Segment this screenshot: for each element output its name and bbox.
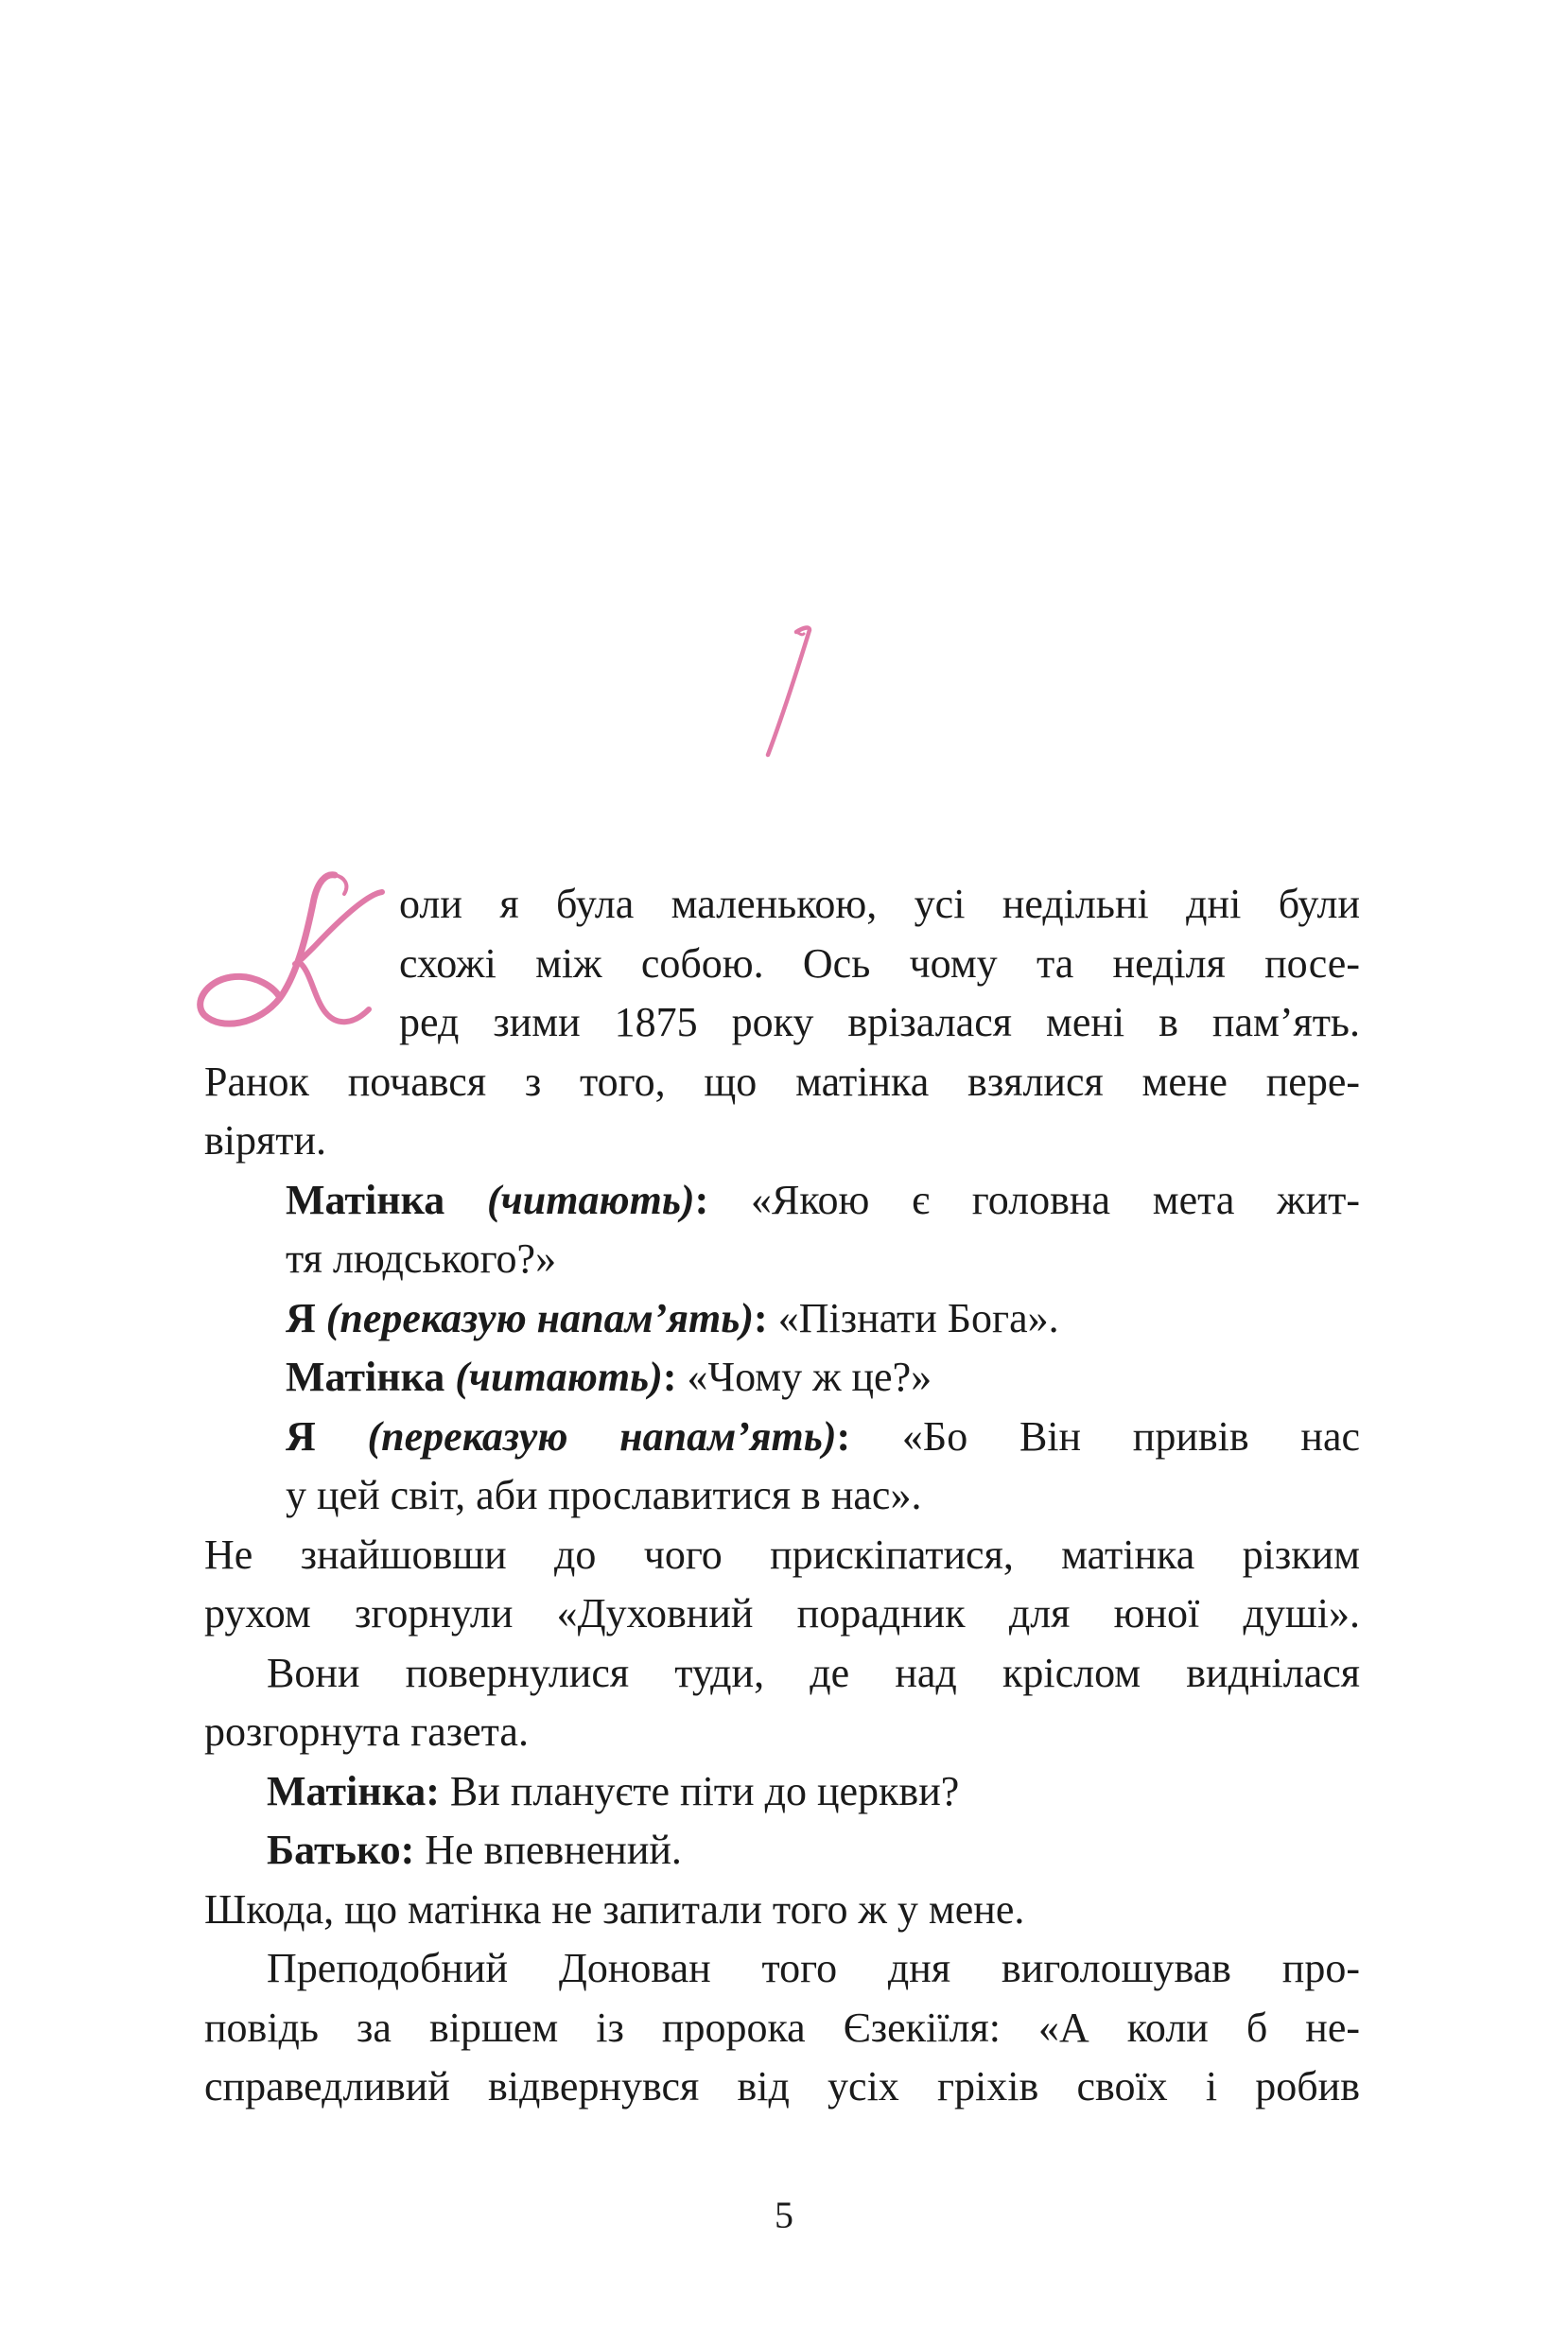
stage-direction: (читають)	[487, 1176, 695, 1223]
speaker-name: Матінка	[286, 1354, 445, 1400]
paragraph-line: Не знайшовши до чого прискіпатися, матінка різким	[204, 1531, 1360, 1578]
dialogue-text: «Якою є головна мета жит-	[708, 1176, 1360, 1223]
dialogue-text: Не впевнений.	[414, 1827, 682, 1873]
speaker-colon: :	[836, 1412, 851, 1460]
body-text	[204, 875, 1360, 2117]
dialogue-text: «Бо Він привів нас	[850, 1412, 1361, 1460]
speaker-colon: :	[754, 1294, 768, 1341]
page-number: 5	[775, 2194, 793, 2236]
paragraph-line: Вони повернулися туди, де над кріслом виднілася	[267, 1649, 1360, 1696]
paragraph-line: рухом згорнули «Духовний порадник для юної душі».	[204, 1590, 1360, 1637]
paragraph-line: віряти.	[204, 1117, 327, 1164]
dialogue-line: тя людського?»	[286, 1235, 557, 1282]
paragraph-line: повідь за віршем із пророка Єзекіїля: «А коли б не-	[204, 2004, 1360, 2051]
paragraph-line: ред зими 1875 року врізалася мені в пам’ять.	[399, 999, 1360, 1045]
stage-direction: (переказую напам’ять)	[325, 1294, 755, 1341]
chapter-number	[747, 624, 861, 766]
speaker-name: Матінка:	[267, 1767, 440, 1814]
dialogue-line	[204, 1408, 1360, 1467]
speaker-name: Я	[286, 1412, 316, 1460]
paragraph-line: оли я була маленькою, усі недільні дні були	[399, 881, 1360, 927]
paragraph-line: Ранок почався з того, що матінка взялися мене пере-	[204, 1058, 1360, 1105]
paragraph-line: розгорнута газета.	[204, 1708, 529, 1755]
speaker-name: Батько:	[267, 1827, 415, 1873]
dialogue-line: у цей світ, аби прославитися в нас».	[286, 1472, 922, 1518]
speaker-name: Я	[286, 1294, 316, 1341]
dialogue-text: «Чому ж це?»	[676, 1354, 932, 1400]
dialogue-line	[204, 1289, 1360, 1349]
dialogue-line	[204, 1348, 1360, 1408]
dialogue-text: Ви плануєте піти до церкви?	[439, 1767, 960, 1814]
paragraph-line: Преподобний Донован того дня виголошував про-	[267, 1945, 1360, 1991]
stage-direction: (переказую напам’ять)	[367, 1412, 837, 1460]
stage-direction: (читають)	[455, 1354, 663, 1400]
drop-cap	[193, 856, 410, 1045]
drop-cap-glyph	[193, 856, 410, 1045]
speaker-colon: :	[662, 1354, 677, 1400]
speaker-name: Матінка	[286, 1176, 445, 1223]
dialogue-line	[204, 1821, 1360, 1881]
dialogue-line	[204, 1171, 1360, 1231]
speaker-colon: :	[694, 1176, 709, 1223]
chapter-number-glyph	[747, 624, 861, 766]
dialogue-line	[204, 1762, 1360, 1822]
paragraph-line: справедливий відвернувся від усіх гріхів своїх і робив	[204, 2063, 1360, 2110]
paragraph-line: схожі між собою. Ось чому та неділя посе-	[399, 939, 1360, 987]
paragraph-line: Шкода, що матінка не запитали того ж у мене.	[204, 1885, 1025, 1933]
dialogue-text: «Пізнати Бога».	[767, 1294, 1059, 1341]
